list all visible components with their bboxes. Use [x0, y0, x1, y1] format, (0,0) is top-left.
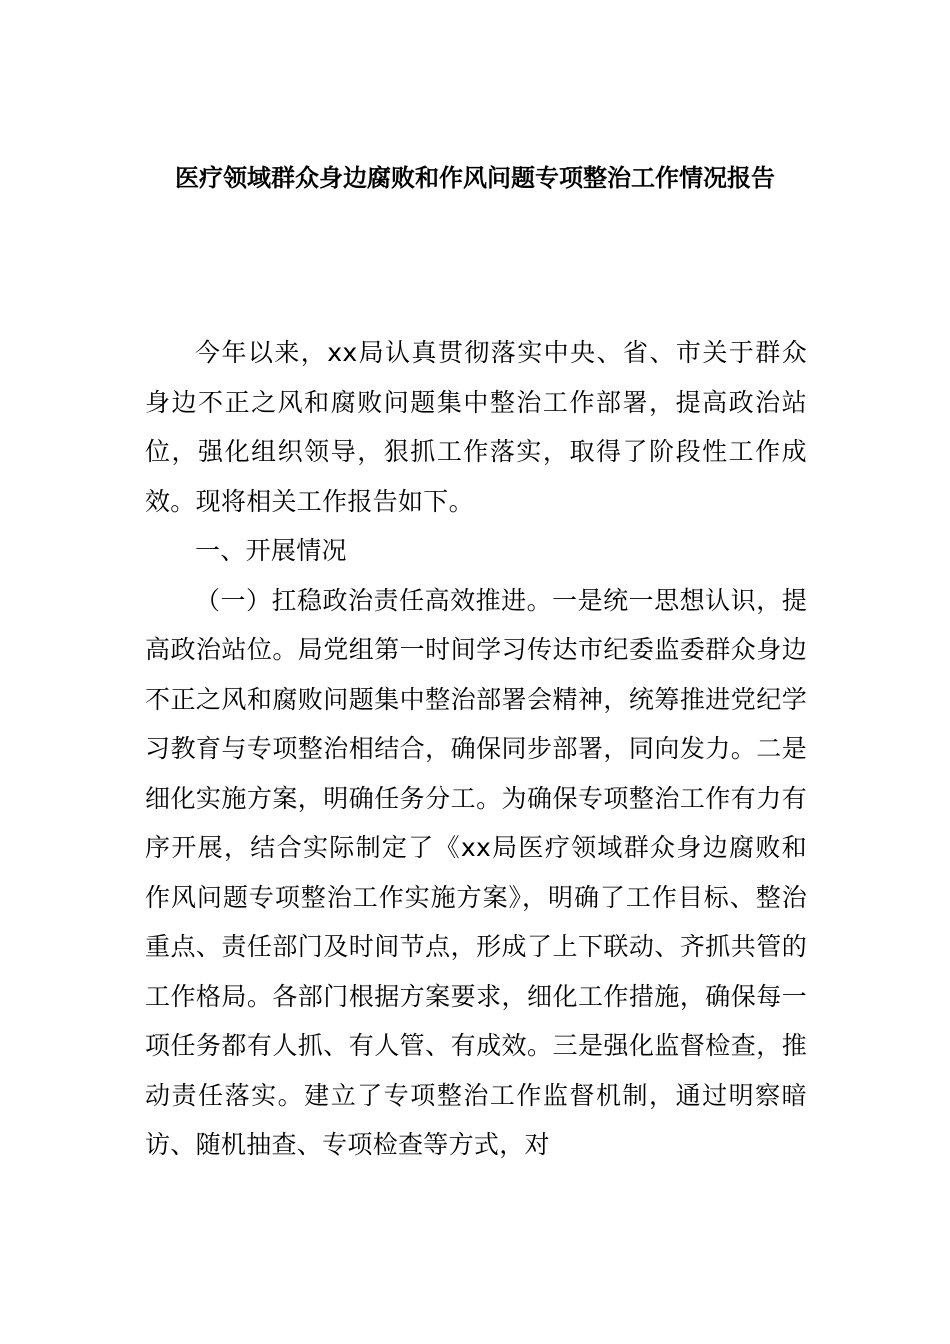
paragraph-intro: 今年以来，xx局认真贯彻落实中央、省、市关于群众身边不正之风和腐败问题集中整治工作部署，提高政治站位，强化组织领导，狠抓工作落实，取得了阶段性工作成效。现将相关工作报告如下。: [145, 338, 807, 516]
document-body: [145, 328, 807, 1170]
section-heading-1: 一、开展情况: [195, 536, 347, 565]
document-title: 医疗领域群众身边腐败和作风问题专项整治工作情况报告: [175, 164, 775, 192]
paragraph-section-1-1: （一）扛稳政治责任高效推进。一是统一思想认识，提高政治站位。局党组第一时间学习传达市纪委监委群众身边不正之风和腐败问题集中整治部署会精神，统筹推进党纪学习教育与专项整治相结合，确保同步部署，同向发力。二是细化实施方案，明确任务分工。为确保专项整治工作有力有序开展，结合实际制定了《xx局医疗领域群众身边腐败和作风问题专项整治工作实施方案》，明确了工作目标、整治重点、责任部门及时间节点，形成了上下联动、齐抓共管的工作格局。各部门根据方案要求，细化工作措施，确保每一项任务都有人抓、有人管、有成效。三是强化监督检查，推动责任落实。建立了专项整治工作监督机制，通过明察暗访、随机抽查、专项检查等方式，对: [145, 585, 807, 1159]
